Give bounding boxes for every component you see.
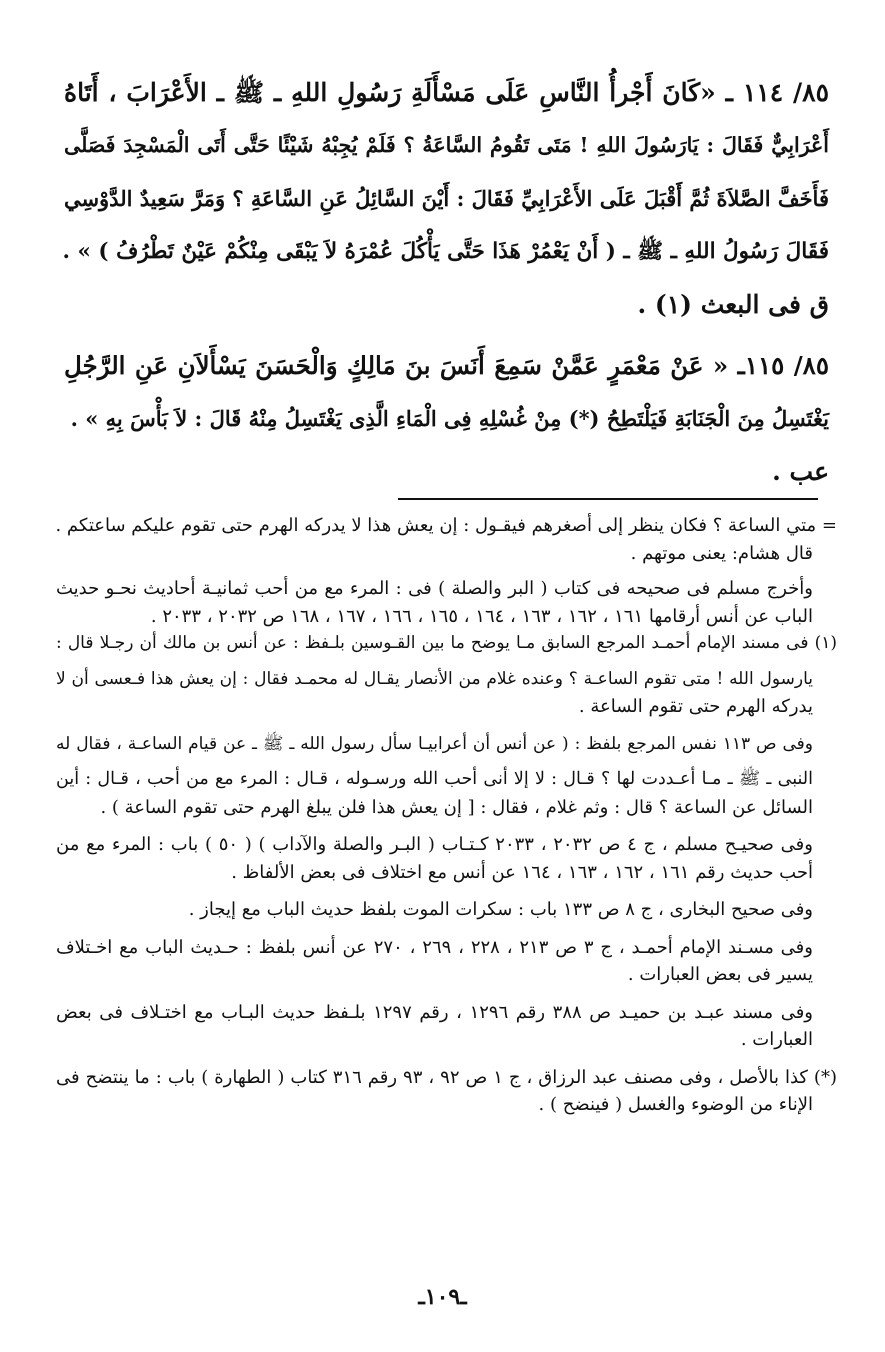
footnote-line: العبارات . [740, 1029, 813, 1050]
footnote-line: قال هشام: يعنى موتهم . [630, 542, 813, 564]
hadith-115-line-1: ٨٥/ ١١٥ـ « عَنْ مَعْمَرٍ عَمَّنْ سَمِعَ أَنَسَ بنَ مَالِكٍ وَالْحَسَنَ يَسْأَلاَنِ عَنِ الرَّجُلِ [64, 351, 829, 380]
footnote-line: وفى مسند عبـد بن حميـد ص ٣٨٨ رقم ١٢٩٦ ، رقم ١٢٩٧ بلـفظ حديث البـاب مع اختـلاف فى بعض [56, 1001, 814, 1023]
footnote-line: وفى ص ١١٣ نفس المرجع بلفظ : ( عن أنس أن أعرابيـا سأل رسول الله ـ ﷺ ـ عن قيام الساعـة ، فقال له [56, 733, 814, 754]
hadith-114-line-3: فَأَخَفَّ الصَّلاَةَ ثُمَّ أَقْبَلَ عَلَى الأَعْرَابِيِّ فَقَالَ : أَيْنَ السَّائِلُ عَنِ السَّاعَةِ ؟ وَمَرَّ سَعِيدٌ الدَّوْسِي [63, 186, 829, 211]
footnote-line: يسير فى بعض العبارات . [627, 964, 813, 985]
main-text [64, 66, 829, 498]
footnote-line: يدركه الهرم حتى تقوم الساعة . [578, 696, 813, 717]
footnote-line: وأخرج مسلم فى صحيحه فى كتاب ( البر والصلة ) فى : المرء مع من أحب ثمانيـة أحاديث نحـو حديث [56, 578, 813, 599]
footnote-line: = متي الساعة ؟ فكان ينظر إلى أصغرهم فيقـول : إن يعش هذا لا يدركه الهرم حتى تقوم عليكم ساعتكم . [55, 515, 837, 536]
hadith-114-line-1: ٨٥/ ١١٤ ـ «كَانَ أَجْرأُ النَّاسِ عَلَى مَسْأَلَةِ رَسُولِ اللهِ ـ ﷺ ـ الأَعْرَابَ ، أَتَاهُ [64, 78, 829, 107]
footnote-line: النبى ـ ﷺ ـ مـا أعـددت لها ؟ قـال : لا إلا أنى أحب الله ورسـوله ، قـال : المرء مع من أحب ، قـال : أين [56, 769, 813, 789]
footnote-line: وفى صحيـح مسلم ، ج ٤ ص ٢٠٣٢ ، ٢٠٣٣ كـتـاب ( البـر والصلة والآداب ) ( ٥٠ ) باب : المرء مع من [56, 834, 813, 855]
footnote-line: السائل عن الساعة ؟ قال : وثم غلام ، فقال : [ إن يعش هذا فلن يبلغ الهرم حتى تقوم الساعة ) . [100, 796, 813, 818]
hadith-115-source: عب . [772, 457, 829, 486]
hadith-114-line-4: فَقَالَ رَسُولُ اللهِ ـ ﷺ ـ ( أَنْ يَعْمُرْ هَذَا حَتَّى يَأْكُلَ عُمْرَهُ لاَ يَبْقَى مِنْكُمْ عَيْنٌ تَطْرُفُ ) » . [62, 239, 829, 264]
footnote-line: أحب حديث رقم ١٦١ ، ١٦٢ ، ١٦٣ ، ١٦٤ عن أنس مع اختلاف فى بعض الألفاظ . [231, 861, 813, 883]
footnote-line: وفى مسـند الإمام أحمـد ، ج ٣ ص ٢١٣ ، ٢٢٨ ، ٢٦٩ ، ٢٧٠ عن أنس بلفظ : حـديث الباب مع اخـتلاف [56, 936, 813, 958]
hadith-114-line-2: أَعْرَابِيٌّ فَقَالَ : يَارَسُولَ اللهِ ! مَتَى تَقُومُ السَّاعَةُ ؟ فَلَمْ يُجِبْهُ شَيْئًا حَتَّى أَتَى الْمَسْجِدَ فَصَلَّى [64, 133, 829, 157]
footnote-1-line: (١) فى مسند الإمام أحمـد المرجع السابق مـا يوضح ما بين القـوسين بلـفظ : عن أنس بن مالك أن رجـلا قال : [56, 633, 837, 653]
footnote-star-line: (*) كذا بالأصل ، وفى مصنف عبد الرزاق ، ج ١ ص ٩٢ ، ٩٣ رقم ٣١٦ كتاب ( الطهارة ) باب : ما ينتضح فى [56, 1066, 837, 1088]
footnotes [56, 512, 837, 1119]
footnote-line: الباب عن أنس أرقامها ١٦١ ، ١٦٢ ، ١٦٣ ، ١٦٤ ، ١٦٥ ، ١٦٦ ، ١٦٧ ، ١٦٨ ص ٢٠٣٢ ، ٢٠٣٣ . [150, 605, 813, 627]
footnote-line: وفى صحيح البخارى ، ج ٨ ص ١٣٣ باب : سكرات الموت بلفظ حديث الباب مع إيجاز . [188, 899, 813, 920]
footnote-line: يارسول الله ! متى تقوم الساعـة ؟ وعنده غلام من الأنصار يقـال له محمـد فقال : إن يعش هذا فـعسى أن لا [56, 668, 813, 689]
hadith-114-source: ق فى البعث (١) . [637, 290, 829, 319]
hadith-115-line-2: يَغْتَسِلُ مِنَ الْجَنَابَةِ فَيَلْتَطِحُ (*) مِنْ غُسْلِهِ فِى الْمَاءِ الَّذِى يَغْتَسِلُ مِنْهُ قَالَ : لاَ بَأْسَ بِهِ » . [70, 406, 829, 431]
footnote-line: الإناء من الوضوء والغسل ( فينضح ) . [538, 1094, 813, 1115]
footnote-separator [398, 498, 818, 500]
page-number: ـ١٠٩ـ [418, 1284, 467, 1310]
